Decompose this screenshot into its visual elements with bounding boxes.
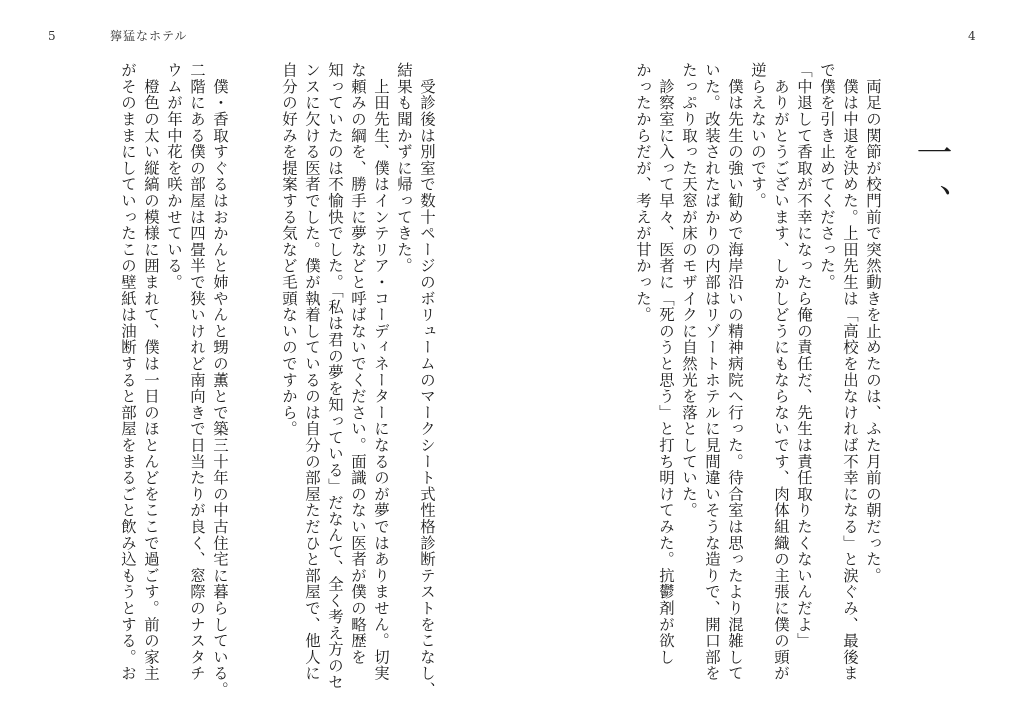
- text-line: 僕は中退を決めた。上田先生は「高校を出なければ不幸になる」と涙ぐみ、最後ま: [841, 62, 859, 682]
- text-line: 両足の関節が校門前で突然動きを止めたのは、ふた月前の朝だった。: [864, 62, 882, 584]
- text-line: がそのままにしていったこの壁紙は油断すると部屋をまるごと飲み込もうとする。お: [119, 62, 137, 682]
- text-line: ウムが年中花を咲かせている。: [165, 62, 183, 291]
- text-line: 逆らえないのです。: [749, 62, 767, 209]
- text-line: 僕は先生の強い勧めで海岸沿いの精神病院へ行った。待合室は思ったより混雑して: [726, 62, 744, 682]
- text-line: 結果も聞かずに帰ってきた。: [395, 62, 413, 274]
- blank-line: [254, 62, 277, 682]
- text-line: たっぷり取った天窓が床のモザイクに自然光を落としていた。: [680, 62, 698, 519]
- page-number-right: 4: [968, 29, 977, 43]
- right-page-body: [631, 62, 884, 682]
- running-title: 獰猛なホテル: [110, 29, 188, 43]
- text-line: 橙色の太い縦縞の模様に囲まれて、僕は一日のほとんどをここで過ごす。前の家主: [142, 62, 160, 682]
- text-line: 「中退して香取が不幸になったら俺の責任だ、先生は責任取りたくないんだよ」: [795, 62, 813, 649]
- text-line: ンスに欠ける医者でした。僕が執着しているのは自分の部屋ただひと部屋で、他人に: [303, 62, 321, 682]
- text-line: かったからだが、考えが甘かった。: [634, 62, 652, 323]
- text-line: 上田先生、僕はインテリア・コーディネーターになるのが夢ではありません。切実: [372, 62, 390, 682]
- text-line: で僕を引き止めてくださった。: [818, 62, 836, 291]
- text-line: 自分の好みを提案する気など毛頭ないのですから。: [280, 62, 298, 437]
- text-line: 僕・香取すぐるはおかんと姉やんと甥の薫とで築三十年の中古住宅に暮らしている。: [211, 62, 229, 698]
- page-number-left: 5: [48, 29, 57, 43]
- text-line: 受診後は別室で数十ページのボリュームのマークシート式性格診断テストをこなし、: [418, 62, 436, 698]
- text-line: な頼みの綱を、勝手に夢などと呼ばないでください。面識のない医者が僕の略歴を: [349, 62, 367, 666]
- text-line: ありがとうございます、しかしどうにもならないです、肉体組織の主張に僕の頭が: [772, 62, 790, 682]
- text-line: いた。改装されたばかりの内部はリゾートホテルに見間違いそうな造りで、開口部を: [703, 62, 721, 682]
- left-page-body: [116, 62, 438, 698]
- text-line: 診察室に入って早々、医者に「死のうと思う」と打ち明けてみた。抗鬱剤が欲し: [657, 62, 675, 666]
- text-line: 知っていたのは不愉快でした。「私は君の夢を知っている」だなんて、全く考え方のセ: [326, 62, 344, 690]
- blank-line: [231, 62, 254, 682]
- text-line: 二階にある僕の部屋は四畳半で狭いけれど南向きで日当たりが良く、窓際のナスタチ: [188, 62, 206, 682]
- chapter-heading: 一、: [911, 134, 952, 234]
